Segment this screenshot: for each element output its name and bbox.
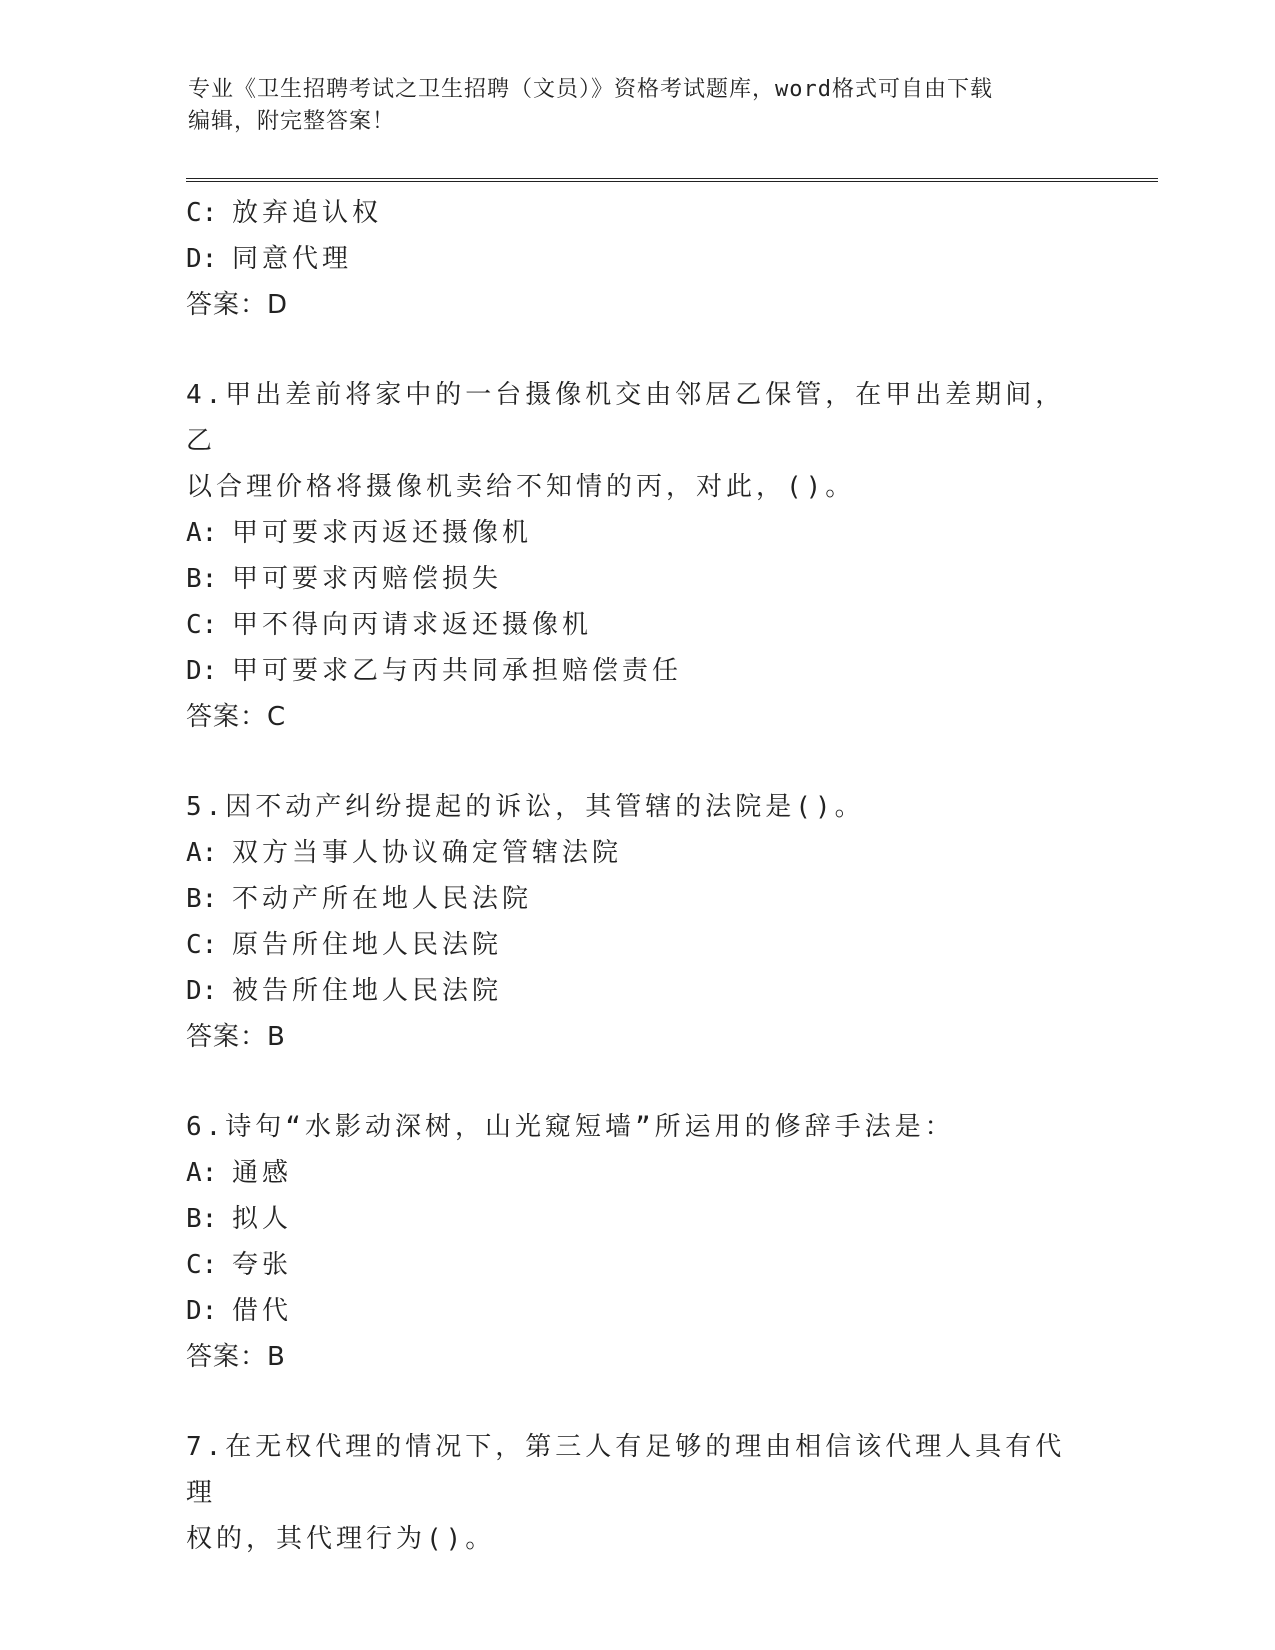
option-text: 双方当事人协议确定管辖法院 bbox=[232, 838, 623, 868]
question-7 bbox=[186, 1424, 1086, 1562]
question-stem bbox=[186, 372, 1086, 510]
question-4 bbox=[186, 372, 1086, 740]
question-stem bbox=[186, 784, 1086, 830]
option-letter: D: bbox=[186, 976, 218, 1006]
option-letter: A: bbox=[186, 518, 218, 548]
option-text: 不动产所在地人民法院 bbox=[232, 884, 533, 914]
option-d bbox=[186, 648, 1086, 694]
question-stem-line-1: 6.诗句“水影动深树，山光窥短墙”所运用的修辞手法是： bbox=[186, 1112, 955, 1142]
question-list bbox=[186, 190, 1086, 1562]
question-3-tail bbox=[186, 190, 1086, 328]
option-b bbox=[186, 556, 1086, 602]
option-a bbox=[186, 510, 1086, 556]
option-letter: D: bbox=[186, 244, 218, 274]
option-c bbox=[186, 1242, 1086, 1288]
option-letter: C: bbox=[186, 1250, 218, 1280]
option-b bbox=[186, 1196, 1086, 1242]
question-5 bbox=[186, 784, 1086, 1060]
option-text: 夸张 bbox=[232, 1250, 293, 1280]
header-divider bbox=[186, 178, 1158, 182]
header-line-2: 编辑，附完整答案！ bbox=[188, 109, 396, 134]
option-c bbox=[186, 190, 1086, 236]
option-text: 原告所住地人民法院 bbox=[232, 930, 503, 960]
option-letter: B: bbox=[186, 884, 218, 914]
question-stem bbox=[186, 1104, 1086, 1150]
option-a bbox=[186, 830, 1086, 876]
option-text: 放弃追认权 bbox=[232, 198, 383, 228]
answer-line: 答案：B bbox=[186, 1342, 286, 1372]
question-stem-line-1: 4.甲出差前将家中的一台摄像机交由邻居乙保管，在甲出差期间，乙 bbox=[186, 380, 1066, 456]
question-stem-line-2: 以合理价格将摄像机卖给不知情的丙，对此，()。 bbox=[186, 472, 856, 502]
option-text: 同意代理 bbox=[232, 244, 353, 274]
document-header bbox=[188, 74, 1088, 138]
option-text: 甲可要求乙与丙共同承担赔偿责任 bbox=[232, 656, 683, 686]
option-text: 被告所住地人民法院 bbox=[232, 976, 503, 1006]
question-stem bbox=[186, 1424, 1086, 1562]
answer-line: 答案：C bbox=[186, 702, 287, 732]
option-letter: B: bbox=[186, 1204, 218, 1234]
option-text: 甲可要求丙返还摄像机 bbox=[232, 518, 533, 548]
option-c bbox=[186, 922, 1086, 968]
header-line-1: 专业《卫生招聘考试之卫生招聘（文员）》资格考试题库，word格式可自由下载 bbox=[188, 77, 993, 102]
option-letter: D: bbox=[186, 1296, 218, 1326]
option-letter: C: bbox=[186, 610, 218, 640]
answer-line: 答案：B bbox=[186, 1022, 286, 1052]
option-letter: C: bbox=[186, 930, 218, 960]
option-text: 借代 bbox=[232, 1296, 293, 1326]
answer-line: 答案：D bbox=[186, 290, 289, 320]
option-letter: D: bbox=[186, 656, 218, 686]
option-a bbox=[186, 1150, 1086, 1196]
option-letter: A: bbox=[186, 1158, 218, 1188]
option-c bbox=[186, 602, 1086, 648]
option-text: 通感 bbox=[232, 1158, 293, 1188]
option-text: 甲可要求丙赔偿损失 bbox=[232, 564, 503, 594]
option-text: 拟人 bbox=[232, 1204, 293, 1234]
question-6 bbox=[186, 1104, 1086, 1380]
question-stem-line-2: 权的，其代理行为()。 bbox=[186, 1524, 496, 1554]
option-d bbox=[186, 968, 1086, 1014]
option-d bbox=[186, 1288, 1086, 1334]
option-b bbox=[186, 876, 1086, 922]
option-letter: C: bbox=[186, 198, 218, 228]
option-text: 甲不得向丙请求返还摄像机 bbox=[232, 610, 593, 640]
option-letter: B: bbox=[186, 564, 218, 594]
option-d bbox=[186, 236, 1086, 282]
question-stem-line-1: 5.因不动产纠纷提起的诉讼，其管辖的法院是()。 bbox=[186, 792, 865, 822]
option-letter: A: bbox=[186, 838, 218, 868]
question-stem-line-1: 7.在无权代理的情况下，第三人有足够的理由相信该代理人具有代理 bbox=[186, 1432, 1066, 1508]
